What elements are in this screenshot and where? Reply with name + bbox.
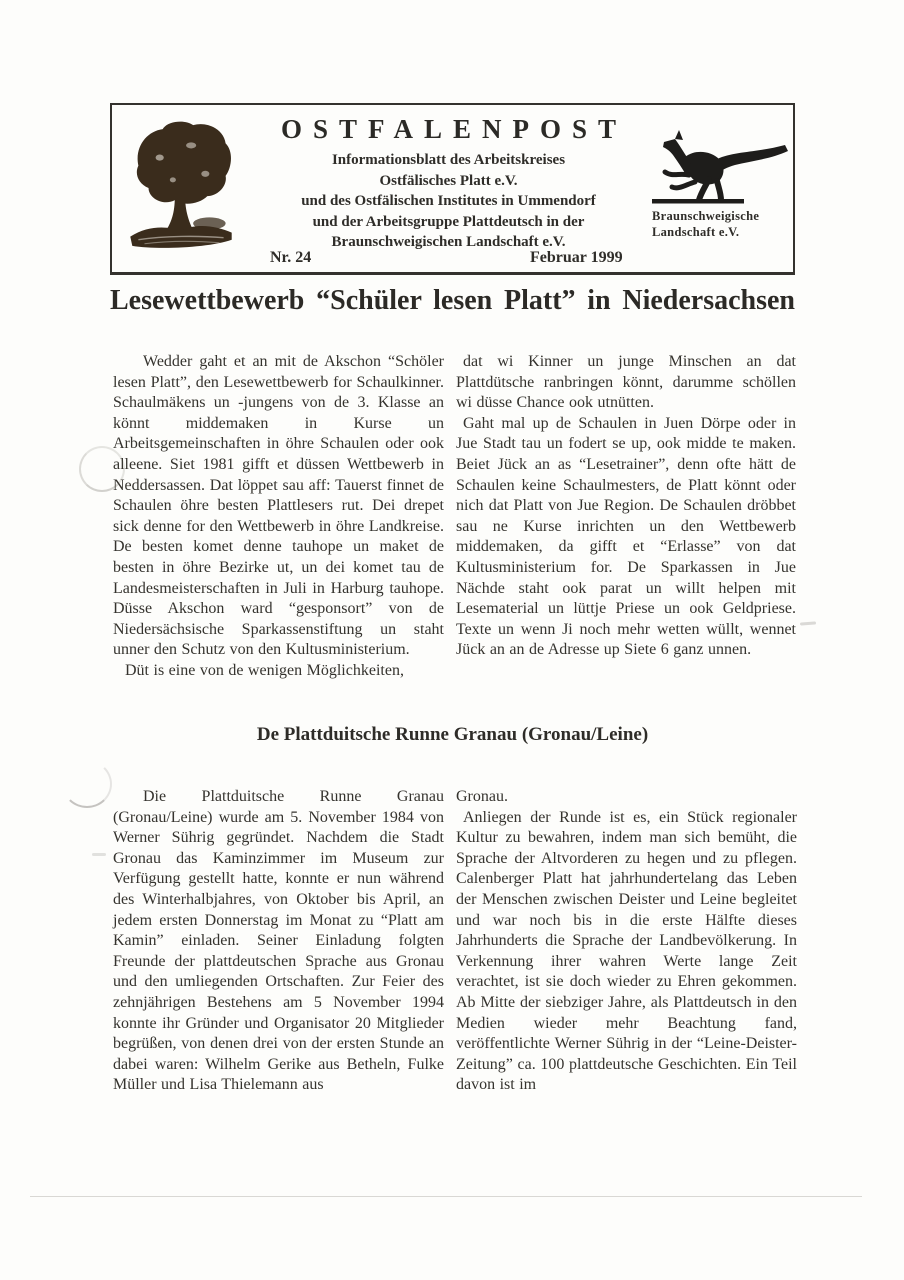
saxon-horse-logo-icon [650,129,792,209]
horse-caption-line: Braunschweigische [652,209,760,223]
body-paragraph: Anliegen der Runde ist es, ein Stück regionaler Kultur zu bewahren, indem man sich bemüht, die Sprache der Altvorderen zu hegen und zu pflegen. Calenberger Platt hat jahrhundertelang das Leben der Menschen zwischen Deister und Leine begleitet und war noch bis in die erste Hälfte dieses Jahrhunderts die Sprache der Landbevölkerung. In Verkennung ihrer wahren Werte lange Zeit verachtet, ist sie doch wieder zu Ehren gekommen. Ab Mitte der siebziger Jahre, als Plattdeutsch in den Medien wieder mehr Beachtung fand, veröffentlichte Werner Sührig in der “Leine-Deister-Zeitung” ca. 100 plattdeutsche Geschichten. Ein Teil davon ist im [456,808,797,1094]
body-paragraph: Gronau. [456,788,508,805]
horse-caption-line: Landschaft e.V. [652,224,740,239]
punch-hole-artifact [62,760,112,808]
article2-left-column [113,787,444,1096]
newsletter-title: OSTFALENPOST [280,114,628,144]
body-paragraph: Gaht mal up de Schaulen in Juen Dörpe oder in Jue Stadt tau un fodert se up, ook midde te maken. Beiet Jück an as “Lesetrainer”, denn ofte hätt de Schaulen keine Schaulmesters, de Platt könnt oder nich dat Platt von Jue Region. De Schaulen dröbbet sau ne Kurse inrichten un den Wettbewerb middemaken, da gifft et “Erlasse” von dat Kultusministerium for. De Sparkassen in Jue Nächde staht ook parat un willt helpen mit Lesematerial un lüttje Priese un ook Geldpriese. Texte un wenn Ji noch mehr wetten wüllt, wennet Jück an an de Adresse up Siete 6 ganz unnen. [456,414,796,659]
issue-number: Nr. 24 [270,249,312,266]
margin-mark-artifact [800,621,816,625]
masthead-subtitle-line: Braunschweigischen Landschaft e.V. [331,234,566,250]
article1-right-column [456,352,796,661]
masthead-subtitle-line: Ostfälisches Platt e.V. [379,172,518,189]
punch-hole-artifact [79,446,125,492]
body-paragraph: Düt is eine von de wenigen Möglichkeiten, [125,661,404,679]
issue-date: Februar 1999 [530,249,623,266]
article1-left-column [113,352,444,682]
body-paragraph: Wedder gaht et an mit de Akschon “Schöler lesen Platt”, den Lesewettbewerb for Schaulkinner. Schaulmäkens un -jungens von de 3. Klasse an könnt middemaken in Kurse un Arbeitsgemeinschaften in öhre Schaulen oder ook alleene. Siet 1981 gifft et düssen Wettbewerb in Neddersassen. Dat löppet sau aff: Tauerst finnet de Schaulen öhre besten Plattlesers rut. Dei drepet sick denne for den Wettbewerb in öhre Landkreise. De besten komet denne tauhope un maket de besten in öhre Bezirke ut, un dei komet tau de Landesmeisterschaften in Juli in Harburg tauhope. Düsse Akschon ward “gesponsort” von de Niedersächsische Sparkassenstiftung un staht unner den Schutz von den Kultusministerium. [113,353,444,659]
masthead-subtitle-line: und der Arbeitsgruppe Plattdeutsch in der [312,213,585,230]
masthead-text [212,114,685,253]
masthead-subtitle-line: Informationsblatt des Arbeitskreises [331,152,566,168]
horse-logo-caption [652,209,759,240]
article1-headline: Lesewettbewerb “Schüler lesen Platt” in Niedersachsen [110,285,795,316]
body-paragraph: Die Plattduitsche Runne Granau (Gronau/Leine) wurde am 5. November 1984 von Werner Sührig gegründet. Nachdem die Stadt Gronau das Kaminzimmer im Museum zur Verfügung gestellt hatte, konnte er nun während des Winterhalbjahres, von Oktober bis April, an jedem ersten Donnerstag im Monat zu “Platt am Kamin” einladen. Seiner Einladung folgten Freunde der plattdeutschen Sprache aus Gronau und den umliegenden Ortschaften. Zur Feier des zehnjährigen Bestehens am 5 November 1994 konnte ihr Gründer und Organisator 20 Mitglieder begrüßen, von denen drei von der ersten Stunde an dabei waren: Wilhelm Gerike aus Betheln, Fulke Müller und Lisa Thielemann aus [113,788,444,1094]
article2-right-column [456,787,797,1096]
body-paragraph: dat wi Kinner un junge Minschen an dat Plattdütsche ranbringen könnt, darumme schöllen wi düsse Chance ook utnütten. [456,353,796,412]
margin-mark-artifact [92,853,106,856]
article2-heading: De Plattduitsche Runne Granau (Gronau/Leine) [256,724,649,745]
masthead-subtitle-line: und des Ostfälischen Institutes in Ummendorf [301,193,596,209]
masthead-box [110,103,795,275]
scan-fold-line-artifact [30,1196,862,1197]
